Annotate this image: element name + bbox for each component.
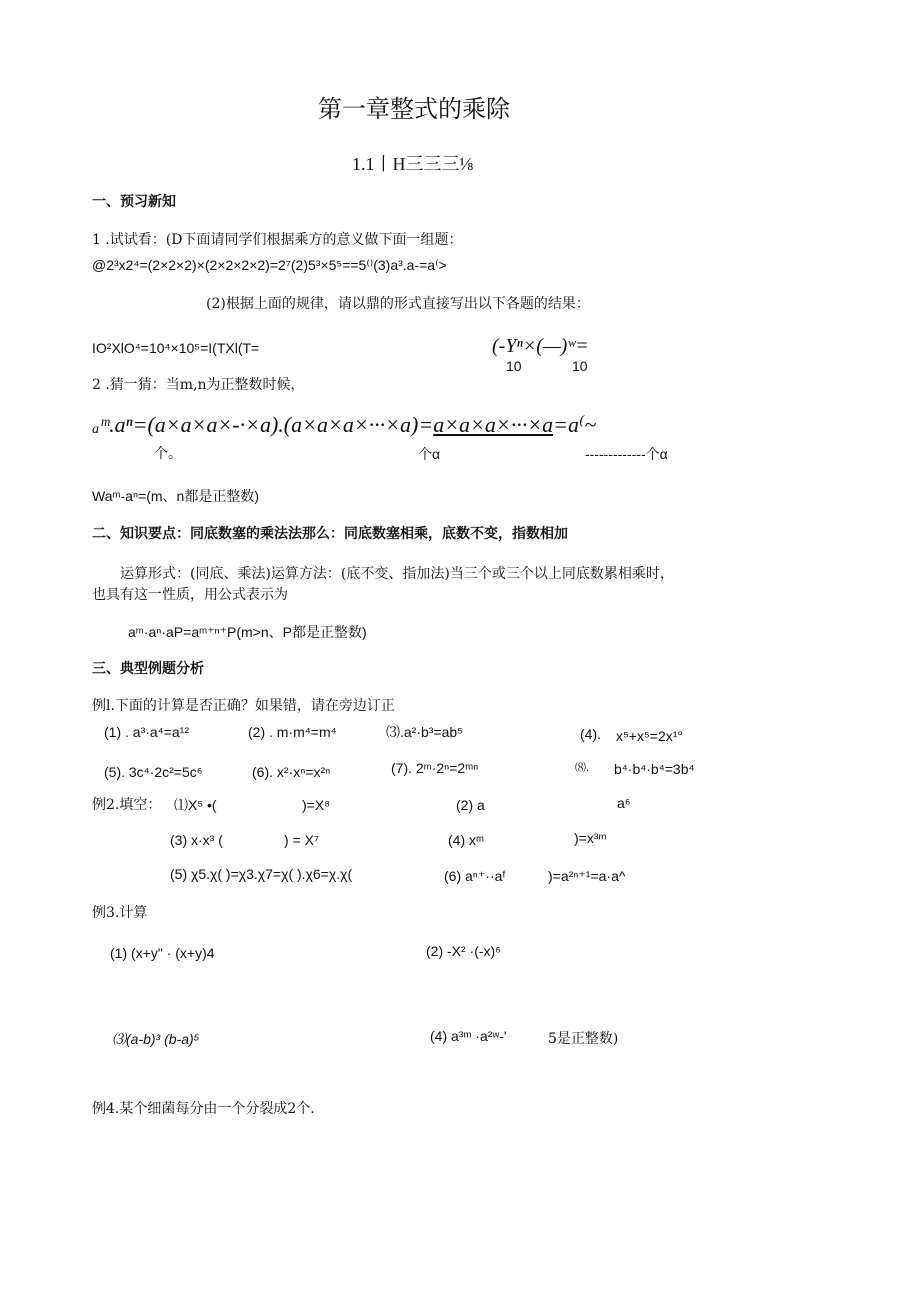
example1-item-8: b⁴·b⁴·b⁴=3b⁴ (614, 761, 695, 777)
page-title: 第一章整式的乘除 (318, 97, 510, 123)
section2-heading: 二、知识要点：同底数塞的乘法法那么：同底数塞相乘，底数不变，指数相加 (92, 526, 568, 542)
example1-item-6: (6). x²·xⁿ=x²ⁿ (252, 764, 331, 780)
big-formula-main: ᵐ.aⁿ=(a×a×a×-·×a).(a×a×a×···×a)= (100, 412, 434, 437)
example1-item-4: x⁵+x⁵=2x¹° (616, 728, 684, 744)
section1-line4: 2 .猜一猜：当m,n为正整数时候， (92, 377, 305, 393)
section1-line2: @2³x2⁴=(2×2×2)×(2×2×2×2)=2⁷(2)5³×5⁵==5⁽⁾(3)a³.a-=a⁽> (92, 257, 447, 273)
example1-item-7: (7). 2ᵐ·2ⁿ=2ᵐⁿ (391, 760, 479, 776)
under-label-3: -------------个α (585, 446, 668, 462)
example3-item-4: (4) a³ᵐ ·a²ʷ-' (430, 1028, 507, 1044)
section2-para2: 也具有这一性质，用公式表示为 (92, 587, 288, 603)
section1-line1: 1 .试试看：(D下面请同学们根据乘方的意义做下面一组题： (92, 232, 463, 248)
section1-line5: Waᵐ-aⁿ=(m、n都是正整数) (92, 488, 260, 504)
example2-item-2-right: a⁶ (617, 795, 631, 811)
example2-item-6-right: )=a²ⁿ⁺¹=a·a^ (548, 868, 626, 884)
example3-item-3: ⑶(a-b)³ (b-a)⁵ (112, 1031, 200, 1047)
example3-item-4-note: 5是正整数) (548, 1031, 619, 1047)
example1-item-1: (1) . a³·a⁴=a¹² (104, 724, 189, 740)
example3-title: 例3.计算 (92, 905, 148, 921)
example2-item-4-right: )=x³ᵐ (574, 830, 607, 846)
section1-heading: 一、预习新知 (92, 194, 176, 210)
example1-item-2: (2) . m·m⁴=m⁴ (248, 724, 337, 740)
big-formula-end: =a⁽~ (553, 412, 597, 437)
example2-item-2-left: (2) a (456, 797, 485, 813)
section3-heading: 三、典型例题分析 (92, 661, 204, 677)
under-label-2: 个α (418, 446, 441, 462)
section2-formula: aᵐ·aⁿ·aP=aᵐ⁺ⁿ⁺P(m>n、P都是正整数) (128, 624, 367, 640)
example2-title: 例2.填空： (92, 797, 162, 813)
formula-right-denominator-1: 10 (506, 358, 522, 374)
example1-title: 例l.下面的计算是否正确？如果错，请在旁边订正 (92, 698, 395, 714)
example2-item-6-left: (6) aⁿ⁺··aᶠ (444, 868, 506, 884)
formula-right-denominator-2: 10 (572, 358, 588, 374)
example1-item-4-label: (4). (580, 726, 601, 742)
example4-title: 例4.某个细菌每分由一个分裂成2个. (92, 1101, 315, 1117)
formula-left: IO²XlO⁴=10⁴×10⁵=I(TXl(T= (92, 340, 260, 356)
example2-item-1-right: )=X⁸ (302, 797, 331, 813)
big-formula (100, 414, 596, 436)
example1-item-5: (5). 3c⁴·2c²=5c⁶ (104, 764, 203, 780)
big-formula-prefix: a (92, 422, 99, 437)
big-formula-underlined: a×a×a×···×a (433, 412, 554, 437)
example2-item-3-right: ) = X⁷ (284, 832, 320, 848)
under-label-1: 个。 (154, 446, 182, 462)
example2-item-5: (5) χ5.χ( )=χ3.χ7=χ( ).χ6=χ.χ( (170, 866, 353, 882)
section2-para1: 运算形式：(同底、乘法)运算方法：(底不变、指加法)当三个或三个以上同底数累相乘时， (120, 566, 674, 582)
example1-item-8-label: ⑻. (575, 762, 590, 774)
example3-item-1: (1) (x+y" · (x+y)4 (110, 945, 215, 961)
formula-right-top: (-Yⁿ×(—)ʷ= (492, 335, 589, 357)
example2-item-3-left: (3) x·x³ ( (170, 832, 223, 848)
example2-item-1-left: ⑴X⁵ •( (174, 797, 217, 813)
section1-line3: (2)根据上面的规律，请以鼎的形式直接写出以下各题的结果： (206, 296, 590, 312)
example1-item-3: ⑶.a²·b³=ab⁵ (386, 724, 463, 740)
example3-item-2: (2) -X² ·(-x)⁶ (426, 943, 501, 959)
example2-item-4-left: (4) xᵐ (448, 832, 485, 848)
section-subtitle: 1.1丨H三三三⅛ (352, 154, 473, 174)
